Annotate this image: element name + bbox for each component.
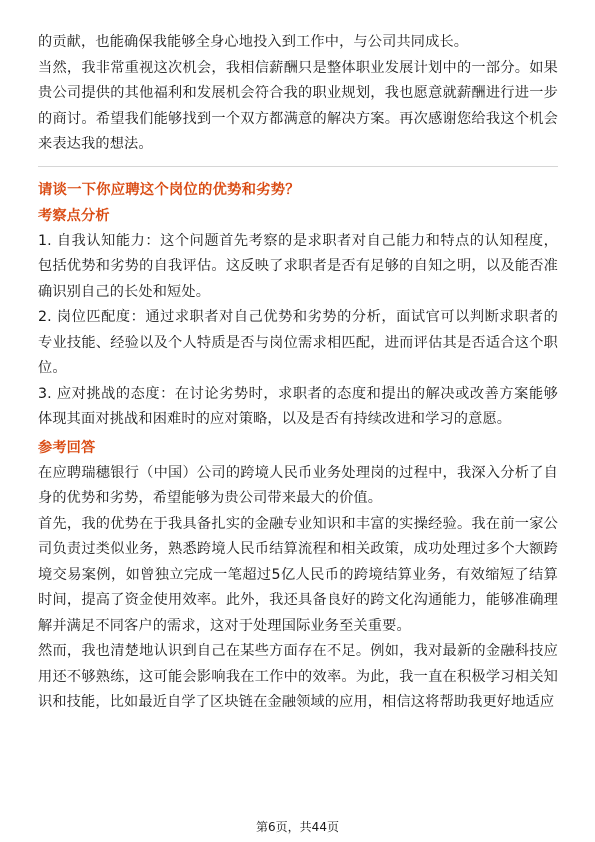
section-divider: [38, 166, 558, 167]
question-heading: 请谈一下你应聘这个岗位的优势和劣势？: [38, 181, 300, 198]
reference-paragraph: 首先，我的优势在于我具备扎实的金融专业知识和丰富的实操经验。我在前一家公司负责过类似业务，熟悉跨境人民币结算流程和相关政策，成功处理过多个大额跨境交易案例，如曾独立完成一笔超过5亿人民币的跨境结算业务，有效缩短了结算时间，提高了资金使用效率。此外，我还具备良好的跨文化沟通能力，能够准确理解并满足不同客户的需求，这对于处理国际业务至关重要。: [38, 515, 558, 634]
page-number: 第6页，共44页: [256, 820, 339, 834]
reference-paragraph: 在应聘瑞穗银行（中国）公司的跨境人民币业务处理岗的过程中，我深入分析了自身的优势和劣势，希望能够为贵公司带来最大的价值。: [38, 464, 558, 506]
reference-paragraph: 然而，我也清楚地认识到自己在某些方面存在不足。例如，我对最新的金融科技应用还不够熟练，这可能会影响我在工作中的效率。为此，我一直在积极学习相关知识和技能，比如最近自学了区块链在金融领域的应用，相信这将帮助我更好地适应: [38, 643, 558, 710]
reference-heading: 参考回答: [38, 439, 96, 456]
body-paragraph: 的贡献，也能确保我能够全身心地投入到工作中，与公司共同成长。: [38, 34, 469, 50]
page-content: [38, 30, 558, 716]
analysis-item: 2. 岗位匹配度：通过求职者对自己优势和劣势的分析，面试官可以判断求职者的专业技能、经验以及个人特质是否与岗位需求相匹配，进而评估其是否适合这个职位。: [38, 309, 558, 376]
analysis-heading: 考察点分析: [38, 207, 110, 224]
body-paragraph: 当然，我非常重视这次机会，我相信薪酬只是整体职业发展计划中的一部分。如果贵公司提供的其他福利和发展机会符合我的职业规划，我也愿意就薪酬进行进一步的商讨。希望我们能够找到一个双方都满意的解决方案。再次感谢您给我这个机会来表达我的想法。: [38, 59, 558, 152]
analysis-item: 1. 自我认知能力：这个问题首先考察的是求职者对自己能力和特点的认知程度，包括优势和劣势的自我评估。这反映了求职者是否有足够的自知之明，以及能否准确识别自己的长处和短处。: [38, 232, 558, 300]
analysis-item: 3. 应对挑战的态度：在讨论劣势时，求职者的态度和提出的解决或改善方案能够体现其面对挑战和困难时的应对策略，以及是否有持续改进和学习的意愿。: [38, 385, 558, 427]
